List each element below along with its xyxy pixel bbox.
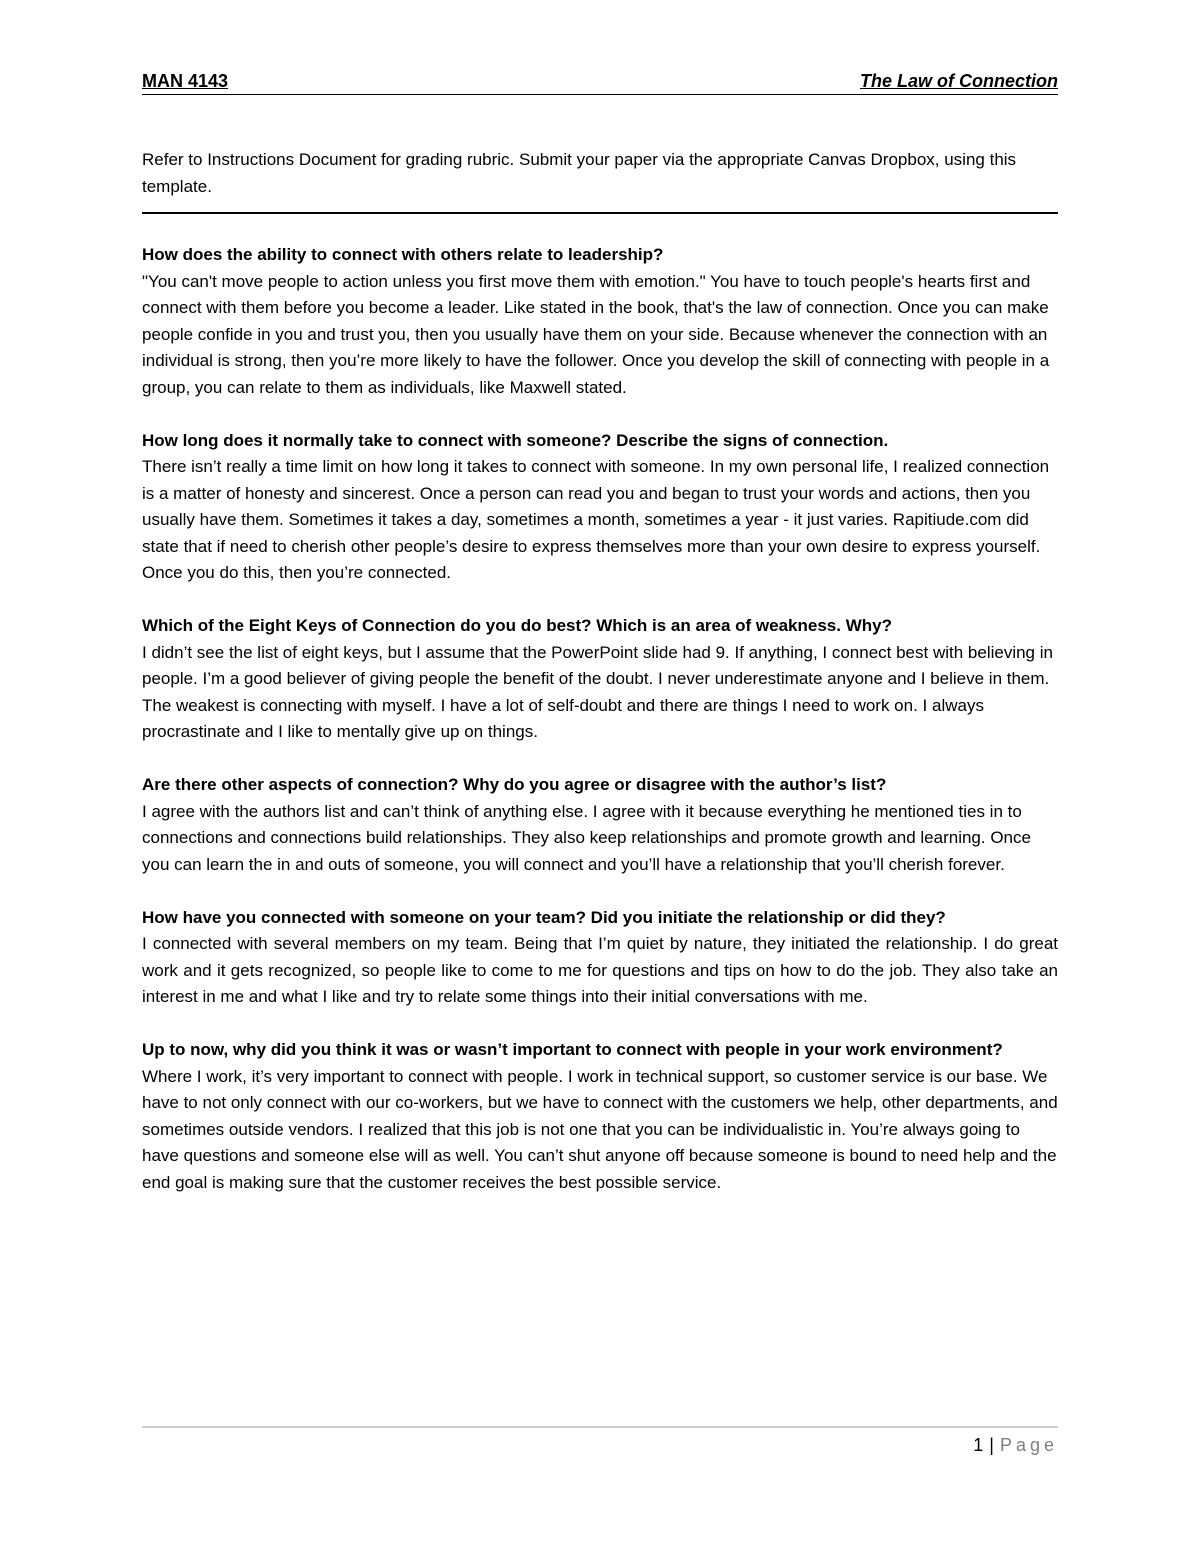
question-heading: Are there other aspects of connection? Why do you agree or disagree with the author’s list? bbox=[142, 775, 887, 794]
page-label: Page bbox=[999, 1435, 1058, 1455]
qa-section bbox=[142, 905, 1058, 1011]
qa-section bbox=[142, 772, 1058, 878]
course-code: MAN 4143 bbox=[142, 71, 229, 91]
question-heading: How does the ability to connect with others relate to leadership? bbox=[142, 245, 664, 264]
qa-section bbox=[142, 428, 1058, 587]
answer-text: I connected with several members on my team. Being that I’m quiet by nature, they initiated the relationship. I do great work and it gets recognized, so people like to come to me for questions and tips on how to do the job. They also take an interest in me and what I like and try to relate some things into their initial conversations with me. bbox=[142, 934, 1058, 1006]
answer-text: I agree with the authors list and can’t think of anything else. I agree with it because everything he mentioned ties in to connections and connections build relationships. They also keep relationships and promote growth and learning. Once you can learn the in and outs of someone, you will connect and you’ll have a relationship that you’ll cherish forever. bbox=[142, 801, 1031, 874]
footer-rule bbox=[142, 1426, 1058, 1428]
footer-separator: | bbox=[989, 1435, 994, 1455]
question-heading: Up to now, why did you think it was or wasn’t important to connect with people in your work environment? bbox=[142, 1040, 1003, 1059]
question-heading: How have you connected with someone on your team? Did you initiate the relationship or did they? bbox=[142, 907, 946, 927]
question-heading: Which of the Eight Keys of Connection do you do best? Which is an area of weakness. Why? bbox=[142, 616, 892, 635]
answer-text: Where I work, it’s very important to connect with people. I work in technical support, so customer service is our base. We have to not only connect with our co-workers, but we have to connect with the customers we help, other departments, and sometimes outside vendors. I realized that this job is not one that you can be individualistic in. You’re always going to have questions and someone else will as well. You can’t shut anyone off because someone is bound to need help and the end goal is making sure that the customer receives the best possible service. bbox=[142, 1066, 1058, 1192]
page-header bbox=[142, 70, 1058, 95]
page-footer bbox=[973, 1432, 1058, 1458]
answer-text: There isn’t really a time limit on how long it takes to connect with someone. In my own personal life, I realized connection is a matter of honesty and sincerest. Once a person can read you and began to trust your words and actions, then you usually have them. Sometimes it takes a day, sometimes a month, sometimes a year - it just varies. Rapitiude.com did state that if need to cherish other people’s desire to express themselves more than your own desire to express yourself. Once you do this, then you’re connected. bbox=[142, 457, 1050, 582]
document-page bbox=[142, 70, 1058, 1196]
horizontal-rule bbox=[142, 212, 1058, 214]
instructions-text: Refer to Instructions Document for grading rubric. Submit your paper via the appropriate Canvas Dropbox, using this template. bbox=[142, 150, 1017, 196]
qa-section bbox=[142, 613, 1058, 746]
document-title: The Law of Connection bbox=[860, 71, 1058, 91]
answer-text: "You can't move people to action unless you first move them with emotion." You have to touch people's hearts first and connect with them before you become a leader. Like stated in the book, that's the law of connection. Once you can make people confide in you and trust you, then you usually have them on your side. Because whenever the connection with an individual is strong, then you’re more likely to have the follower. Once you develop the skill of connecting with people in a group, you can relate to them as individuals, like Maxwell stated. bbox=[142, 271, 1050, 397]
qa-section bbox=[142, 242, 1058, 401]
qa-section bbox=[142, 1037, 1058, 1196]
answer-text: I didn’t see the list of eight keys, but I assume that the PowerPoint slide had 9. If anything, I connect best with believing in people. I’m a good believer of giving people the benefit of the doubt. I never underestimate anyone and I believe in them. The weakest is connecting with myself. I have a lot of self-doubt and there are things I need to work on. I always procrastinate and I like to mentally give up on things. bbox=[142, 642, 1053, 741]
page-number: 1 bbox=[973, 1435, 984, 1455]
question-heading: How long does it normally take to connect with someone? Describe the signs of connection. bbox=[142, 430, 889, 450]
